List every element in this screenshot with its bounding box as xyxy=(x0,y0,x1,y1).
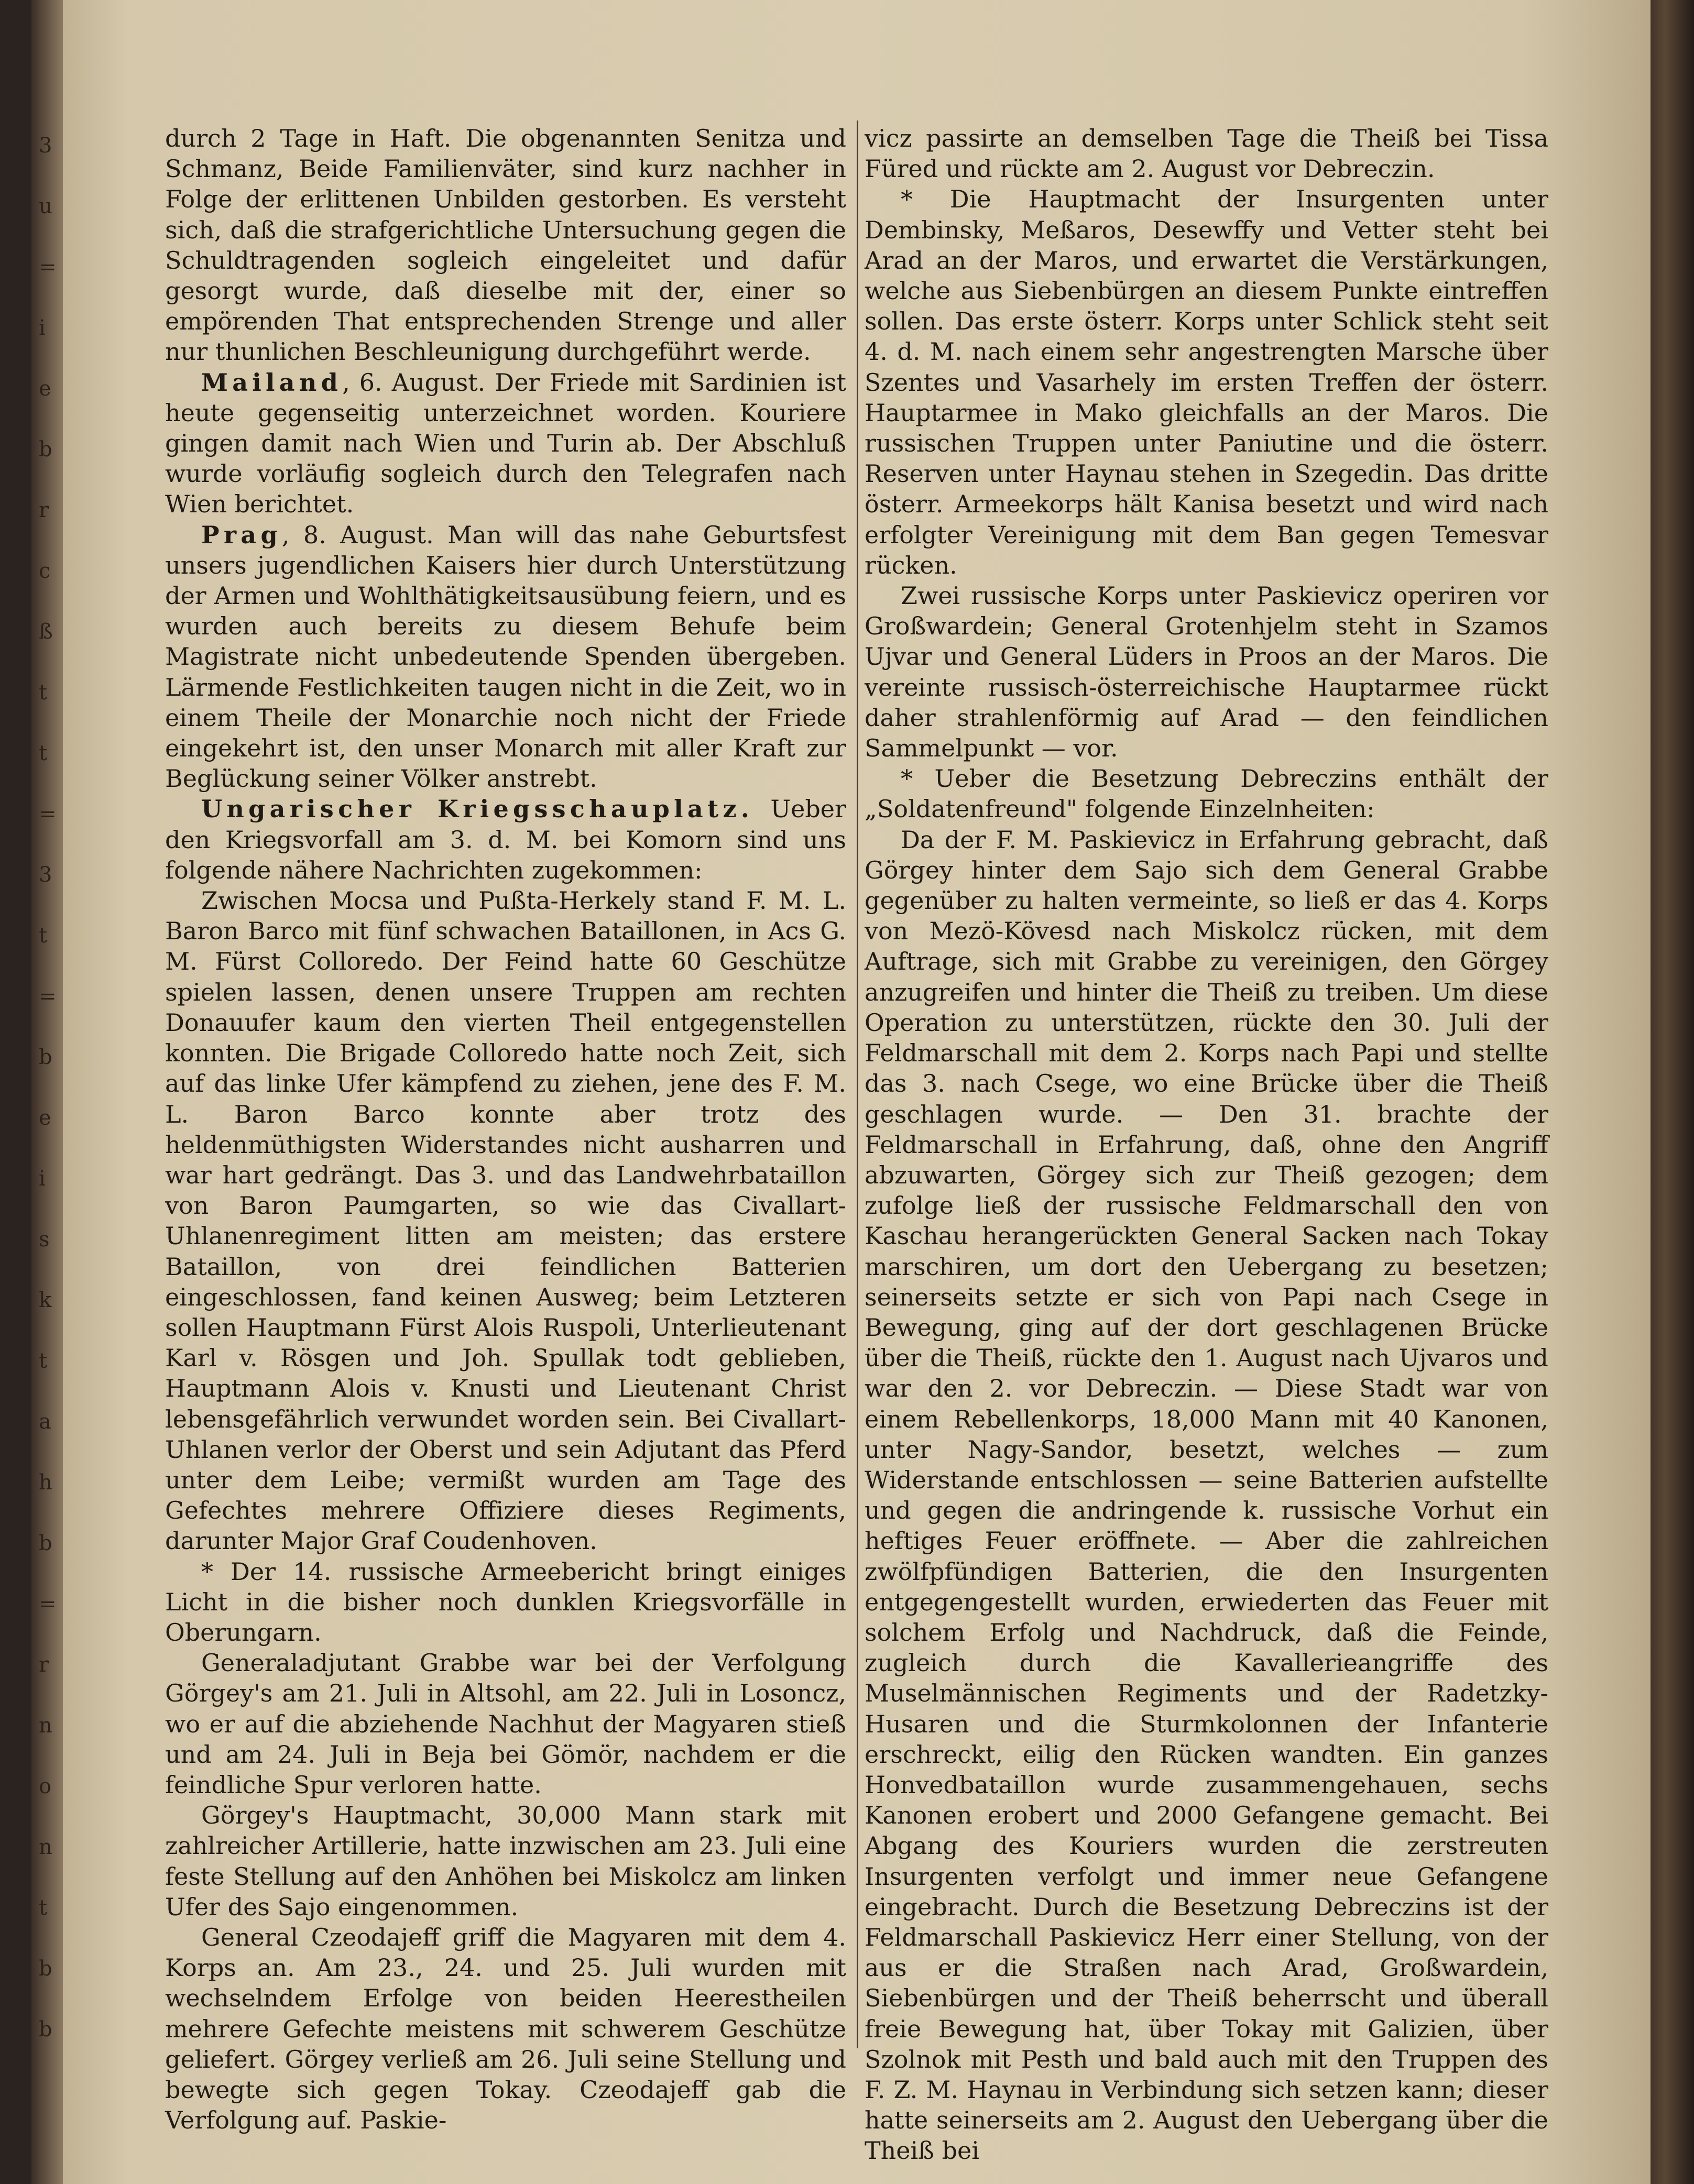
margin-letter: e xyxy=(39,377,51,401)
dateline: Prag xyxy=(201,520,282,549)
margin-letter: s xyxy=(39,1227,50,1252)
paragraph-text: durch 2 Tage in Haft. Die obgenannten Senitza und Schmanz, Beide Familienväter, sind kurz nachher in Folge der erlittenen Unbilden gestorben. Es versteht sich, daß die strafgerichtliche Untersuchung gegen die Schuldtragenden sogleich eingeleitet und dafür gesorgt wurde, daß dieselbe mit der, einer so empörenden That entsprechenden Strenge und aller nur thunlichen Beschleunigung durchgeführt werde. xyxy=(165,124,846,366)
margin-letter: i xyxy=(39,316,46,340)
book-edge-right xyxy=(1645,0,1694,2184)
margin-letter: 3 xyxy=(39,863,52,887)
margin-letter: ß xyxy=(39,620,53,644)
adjacent-page-strip xyxy=(31,0,63,2184)
paragraph-text: * Die Hauptmacht der Insurgenten unter Dembinsky, Meßaros, Desewffy und Vetter steht bei Arad an der Maros, und erwartet die Verstärkungen, welche aus Siebenbürgen an diesem Punkte eintreffen sollen. Das erste österr. Korps unter Schlick steht seit 4. d. M. nach einem sehr angestrengten Marsche über Szentes und Vasarhely im ersten Treffen der österr. Hauptarmee in Mako gleichfalls an der Maros. Die russischen Truppen unter Paniutine und die österr. Reserven unter Haynau stehen in Szegedin. Das dritte österr. Armeekorps hält Kanisa besetzt und wird nach erfolgter Vereinigung mit dem Ban gegen Temesvar rücken. xyxy=(865,185,1548,579)
margin-letter: r xyxy=(39,498,49,522)
paragraph-text: * Der 14. russische Armeebericht bringt einiges Licht in die bisher noch dunklen Kriegsvorfälle in Oberungarn. xyxy=(165,1557,846,1647)
margin-letter: 3 xyxy=(39,134,52,158)
paragraph xyxy=(865,123,1548,184)
margin-letter: n xyxy=(39,1835,52,1859)
margin-letter: t xyxy=(39,1896,48,1920)
paragraph-text: , 8. August. Man will das nahe Geburtsfest unsers jugendlichen Kaisers hier durch Unterstützung der Armen und Wohlthätigkeitsausübung feiern, und es wurden auch bereits zu diesem Behufe beim Magistrate nicht unbedeutende Spenden übergeben. Lärmende Festlichkeiten taugen nicht in die Zeit, wo in einem Theile der Monarchie noch nicht der Friede eingekehrt ist, den unser Monarch mit aller Kraft zur Beglückung seiner Völker anstrebt. xyxy=(165,520,846,793)
paragraph xyxy=(165,1648,846,1800)
paragraph-text: , 6. August. Der Friede mit Sardinien ist heute gegenseitig unterzeichnet worden. Kouriere gingen damit nach Wien und Turin ab. Der Abschluß wurde vorläufig sogleich durch den Telegrafen nach Wien berichtet. xyxy=(165,368,846,519)
paragraph-text: Görgey's Hauptmacht, 30,000 Mann stark mit zahlreicher Artillerie, hatte inzwischen am 23. Juli eine feste Stellung auf den Anhöhen bei Miskolcz am linken Ufer des Sajo eingenommen. xyxy=(165,1801,846,1921)
paragraph xyxy=(165,885,846,1556)
margin-letter: t xyxy=(39,1349,48,1373)
paragraph xyxy=(165,1800,846,1922)
margin-letter: = xyxy=(39,1592,57,1616)
dateline: Mailand xyxy=(201,368,343,397)
left-column xyxy=(165,123,846,2135)
margin-letter: h xyxy=(39,1470,52,1495)
paragraph xyxy=(165,520,846,794)
margin-letter: = xyxy=(39,802,57,826)
margin-letter: = xyxy=(39,984,57,1008)
newspaper-page xyxy=(31,0,1651,2184)
right-column xyxy=(865,123,1548,2166)
paragraph xyxy=(865,580,1548,763)
paragraph-text: Zwischen Mocsa und Pußta-Herkely stand F. M. L. Baron Barco mit fünf schwachen Bataillonen, in Acs G. M. Fürst Colloredo. Der Feind hatte 60 Geschütze spielen lassen, denen unsere Truppen am rechten Donauufer kaum den vierten Theil entgegenstellen konnten. Die Brigade Colloredo hatte noch Zeit, sich auf das linke Ufer kämpfend zu ziehen, jene des F. M. L. Baron Barco konnte aber trotz des heldenmüthigsten Widerstandes nicht ausharren und war hart gedrängt. Das 3. und das Landwehrbataillon von Baron Paumgarten, so wie das Civallart-Uhlanenregiment litten am meisten; das erstere Bataillon, von drei feindlichen Batterien eingeschlossen, fand keinen Ausweg; beim Letzteren sollen Hauptmann Fürst Alois Ruspoli, Unterlieutenant Karl v. Rösgen und Joh. Spullak todt geblieben, Hauptmann Alois v. Knusti und Lieutenant Christ lebensgefährlich verwundet worden sein. Bei Civallart-Uhlanen verlor der Oberst und sein Adjutant das Pferd unter dem Leibe; vermißt wurden am Tage des Gefechtes mehrere Offiziere dieses Regiments, darunter Major Graf Coudenhoven. xyxy=(165,886,846,1555)
margin-letter: u xyxy=(39,194,52,218)
margin-letter: c xyxy=(39,559,51,583)
margin-letter: = xyxy=(39,255,57,279)
paragraph xyxy=(165,367,846,520)
margin-letter: b xyxy=(39,437,52,462)
column-divider xyxy=(857,120,858,2048)
paragraph xyxy=(865,825,1548,2166)
paragraph-text: General Czeodajeff griff die Magyaren mit dem 4. Korps an. Am 23., 24. und 25. Juli wurden mit wechselndem Erfolge von beiden Heerestheilen mehrere Gefechte meistens mit schwerem Geschütze geliefert. Görgey verließ am 26. Juli seine Stellung und bewegte sich gegen Tokay. Czeodajeff gab die Verfolgung auf. Paskie- xyxy=(165,1923,846,2135)
dateline: Ungarischer Kriegsschauplatz. xyxy=(201,795,754,824)
margin-letter: o xyxy=(39,1774,52,1798)
margin-letter: n xyxy=(39,1714,52,1738)
paragraph-text: * Ueber die Besetzung Debreczins enthält der „Soldatenfreund" folgende Einzelnheiten: xyxy=(865,764,1548,824)
paragraph xyxy=(165,1556,846,1648)
paragraph xyxy=(165,123,846,367)
margin-letter: k xyxy=(39,1288,52,1312)
margin-letter: t xyxy=(39,741,48,765)
paragraph-text: Ueber den Kriegsvorfall am 3. d. M. bei Komorn sind uns folgende nähere Nachrichten zugekommen: xyxy=(165,795,846,884)
margin-letter: b xyxy=(39,2017,52,2042)
paragraph-text: vicz passirte an demselben Tage die Theiß bei Tissa Füred und rückte am 2. August vor Debreczin. xyxy=(865,124,1548,183)
margin-letter: t xyxy=(39,924,48,948)
margin-letter: b xyxy=(39,1957,52,1981)
margin-letter: r xyxy=(39,1653,49,1677)
margin-letter: e xyxy=(39,1106,51,1130)
margin-letter: a xyxy=(39,1410,51,1434)
margin-letter: i xyxy=(39,1167,46,1191)
paragraph-text: Da der F. M. Paskievicz in Erfahrung gebracht, daß Görgey hinter dem Sajo sich dem General Grabbe gegenüber zu halten vermeinte, so ließ er das 4. Korps von Mezö-Kövesd nach Miskolcz rücken, mit dem Auftrage, sich mit Grabbe zu vereinigen, den Görgey anzugreifen und hinter die Theiß zu treiben. Um diese Operation zu unterstützen, rückte den 30. Juli der Feldmarschall mit dem 2. Korps nach Papi und stellte das 3. nach Csege, wo eine Brücke über die Theiß geschlagen wurde. — Den 31. brachte der Feldmarschall in Erfahrung, daß, ohne den Angriff abzuwarten, Görgey sich zur Theiß gezogen; dem zufolge ließ der russische Feldmarschall den von Kaschau herangerückten General Sacken nach Tokay marschiren, um dort den Uebergang zu besetzen; seinerseits setzte er sich von Papi nach Csege in Bewegung, ging auf der dort geschlagenen Brücke über die Theiß, rückte den 1. August nach Ujvaros und war den 2. vor Debreczin. — Diese Stadt war von einem Rebellenkorps, 18,000 Mann mit 40 Kanonen, unter Nagy-Sandor, besetzt, welches — zum Widerstande entschlossen — seine Batterien aufstellte und gegen die andringende k. russische Vorhut ein heftiges Feuer eröffnete. — Aber die zahlreichen zwölfpfündigen Batterien, die den Insurgenten entgegengestellt wurden, erwiederten das Feuer mit solchem Erfolg und Nachdruck, daß die Feinde, zugleich durch die Kavallerieangriffe des Muselmännischen Regiments und der Radetzky-Husaren und die Sturmkolonnen der Infanterie erschreckt, eilig den Rücken wandten. Ein ganzes Honvedbataillon wurde zusammengehauen, sechs Kanonen erobert und 2000 Gefangene gemacht. Bei Abgang des Kouriers wurden die zerstreuten Insurgenten verfolgt und immer neue Gefangene eingebracht. Durch die Besetzung Debreczins ist der Feldmarschall Paskievicz Herr einer Stellung, von der aus er die Straßen nach Arad, Großwardein, Siebenbürgen und der Theiß beherrscht und überall freie Bewegung hat, über Tokay mit Galizien, über Szolnok mit Pesth und bald auch mit den Truppen des F. Z. M. Haynau in Verbindung sich setzen kann; dieser hatte seinerseits am 2. August den Uebergang über die Theiß bei xyxy=(865,825,1548,2165)
paragraph xyxy=(165,794,846,885)
margin-letter: t xyxy=(39,681,48,705)
margin-letter: b xyxy=(39,1531,52,1555)
margin-letter: b xyxy=(39,1045,52,1069)
paragraph xyxy=(165,1922,846,2135)
paragraph xyxy=(865,184,1548,580)
paragraph xyxy=(865,763,1548,824)
paragraph-text: Zwei russische Korps unter Paskievicz operiren vor Großwardein; General Grotenhjelm steht in Szamos Ujvar und General Lüders in Proos an der Maros. Die vereinte russisch-österreichische Hauptarmee rückt daher strahlenförmig auf Arad — den feindlichen Sammelpunkt — vor. xyxy=(865,581,1548,763)
paragraph-text: Generaladjutant Grabbe war bei der Verfolgung Görgey's am 21. Juli in Altsohl, am 22. Juli in Losoncz, wo er auf die abziehende Nachhut der Magyaren stieß und am 24. Juli in Beja bei Gömör, nachdem er die feindliche Spur verloren hatte. xyxy=(165,1649,846,1799)
